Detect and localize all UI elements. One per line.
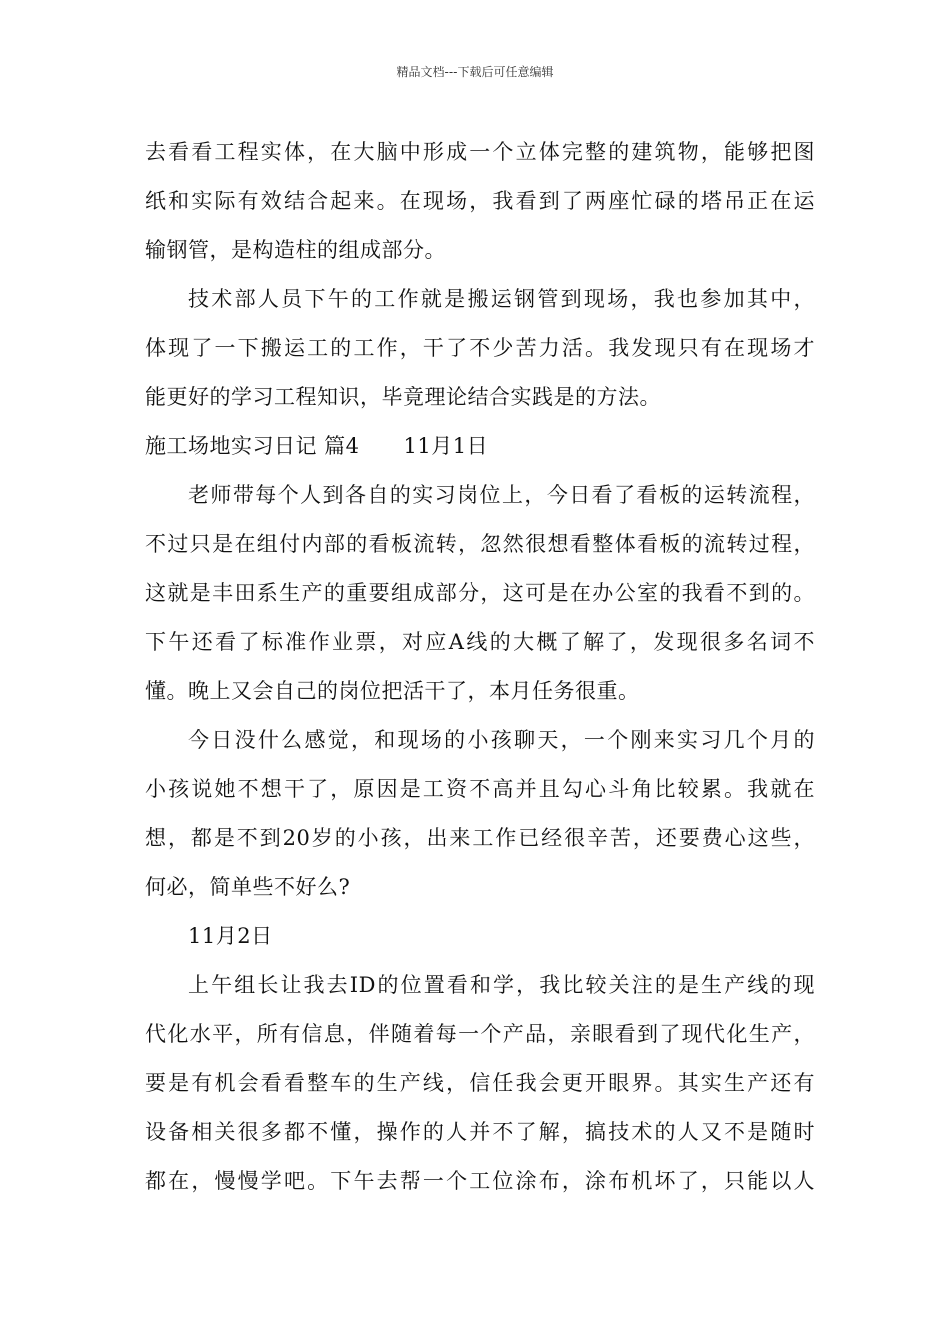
text-line: 上午组长让我去ID的位置看和学，我比较关注的是生产线的现 bbox=[188, 973, 815, 997]
section-title: 施工场地实习日记 篇4 bbox=[145, 434, 360, 458]
text-line: 代化水平，所有信息，伴随着每一个产品，亲眼看到了现代化生产， bbox=[145, 1022, 815, 1046]
text-line: 要是有机会看看整车的生产线，信任我会更开眼界。其实生产还有 bbox=[145, 1071, 815, 1095]
text-line: 都在，慢慢学吧。下午去帮一个工位涂布，涂布机坏了，只能以人 bbox=[145, 1169, 815, 1193]
text-line: 何必，简单些不好么? bbox=[145, 875, 351, 899]
text-line: 下午还看了标准作业票，对应A线的大概了解了，发现很多名词不 bbox=[145, 630, 815, 654]
text-line: 11月2日 bbox=[188, 924, 273, 948]
text-line: 想，都是不到20岁的小孩，出来工作已经很辛苦，还要费心这些， bbox=[145, 826, 815, 850]
text-line: 设备相关很多都不懂，操作的人并不了解，搞技术的人又不是随时 bbox=[145, 1120, 815, 1144]
section-heading bbox=[145, 424, 815, 473]
text-line: 输钢管，是构造柱的组成部分。 bbox=[145, 238, 446, 262]
paragraph-block-2 bbox=[145, 473, 815, 1208]
text-line: 懂。晚上又会自己的岗位把活干了，本月任务很重。 bbox=[145, 679, 640, 703]
text-line: 体现了一下搬运工的工作，干了不少苦力活。我发现只有在现场才 bbox=[145, 336, 815, 360]
page-header: 精品文档---下载后可任意编辑 bbox=[396, 65, 554, 79]
text-line: 纸和实际有效结合起来。在现场，我看到了两座忙碌的塔吊正在运 bbox=[145, 189, 815, 213]
text-line: 去看看工程实体，在大脑中形成一个立体完整的建筑物，能够把图 bbox=[145, 140, 815, 164]
text-line: 技术部人员下午的工作就是搬运钢管到现场，我也参加其中， bbox=[188, 287, 815, 311]
text-line: 今日没什么感觉，和现场的小孩聊天，一个刚来实习几个月的 bbox=[188, 728, 815, 752]
document-body bbox=[145, 130, 815, 1208]
text-line: 小孩说她不想干了，原因是工资不高并且勾心斗角比较累。我就在 bbox=[145, 777, 815, 801]
text-line: 不过只是在组付内部的看板流转，忽然很想看整体看板的流转过程， bbox=[145, 532, 815, 556]
paragraph-block-1 bbox=[145, 130, 815, 424]
text-line: 能更好的学习工程知识，毕竟理论结合实践是的方法。 bbox=[145, 385, 661, 409]
text-line: 这就是丰田系生产的重要组成部分，这可是在办公室的我看不到的。 bbox=[145, 581, 815, 605]
section-date: 11月1日 bbox=[403, 434, 489, 458]
text-line: 老师带每个人到各自的实习岗位上，今日看了看板的运转流程， bbox=[188, 483, 815, 507]
